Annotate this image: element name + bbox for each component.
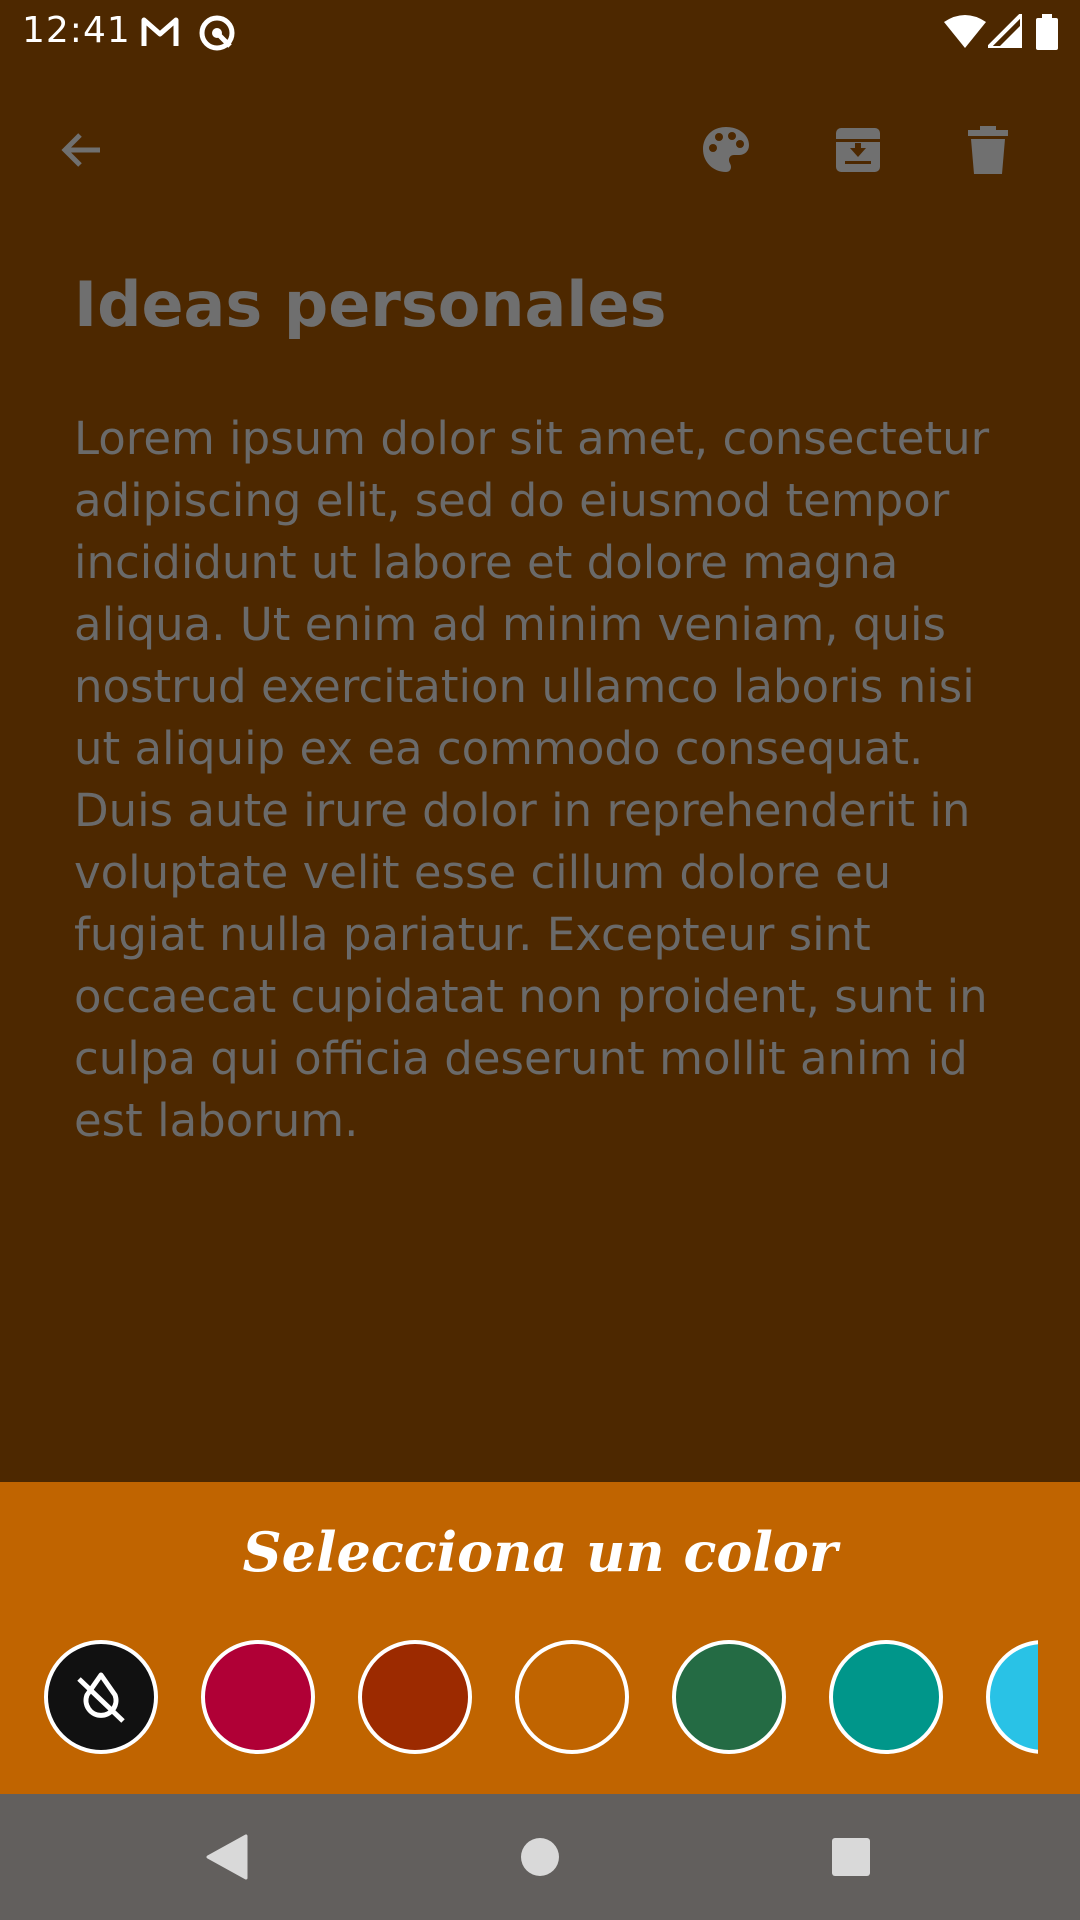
- color-picker-panel: [0, 1482, 1080, 1794]
- swatch-no-color[interactable]: [44, 1640, 158, 1754]
- battery-icon: [1036, 14, 1058, 55]
- note-body[interactable]: Lorem ipsum dolor sit amet, consectetur adipiscing elit, sed do eiusmod tempor incididunt ut labore et dolore magna aliqua. Ut enim ad minim veniam, quis nostrud exercitation ullamco laboris nisi ut aliquip ex ea commodo consequat. Duis aute irure dolor in reprehenderit in voluptate velit esse cillum dolore eu fugiat nulla pariatur. Excepteur sint occaecat cupidatat non proident, sunt in culpa qui officia deserunt mollit anim id est laborum.: [74, 412, 990, 1147]
- nav-back-button[interactable]: [164, 1794, 290, 1920]
- back-button[interactable]: [32, 100, 132, 200]
- signal-icon: [988, 14, 1022, 53]
- color-swatch-list[interactable]: [0, 1636, 1038, 1756]
- status-bar: [0, 0, 1080, 64]
- nav-recents-button[interactable]: [788, 1794, 914, 1920]
- archive-icon: [833, 125, 883, 175]
- palette-button[interactable]: [676, 100, 776, 200]
- swatch-sky-blue[interactable]: [986, 1640, 1038, 1754]
- wifi-icon: [944, 14, 986, 53]
- palette-icon: [700, 124, 752, 176]
- gmail-icon: [140, 14, 180, 55]
- swatch-crimson[interactable]: [201, 1640, 315, 1754]
- home-circle-icon: [520, 1837, 560, 1877]
- sync-icon: [198, 14, 236, 57]
- recents-square-icon: [831, 1837, 871, 1877]
- note-title[interactable]: Ideas personales: [74, 268, 667, 341]
- delete-button[interactable]: [938, 100, 1038, 200]
- nav-home-button[interactable]: [477, 1794, 603, 1920]
- swatch-orange[interactable]: [515, 1640, 629, 1754]
- no-color-icon: [69, 1665, 133, 1729]
- arrow-left-icon: [58, 126, 106, 174]
- delete-icon: [966, 125, 1010, 175]
- archive-button[interactable]: [808, 100, 908, 200]
- system-nav-bar: [0, 1794, 1080, 1920]
- note-toolbar: [0, 100, 1080, 200]
- swatch-green[interactable]: [672, 1640, 786, 1754]
- back-triangle-icon: [206, 1834, 248, 1880]
- swatch-teal[interactable]: [829, 1640, 943, 1754]
- status-time: 12:41: [22, 10, 131, 51]
- color-panel-title: Selecciona un color: [242, 1520, 838, 1584]
- swatch-rust[interactable]: [358, 1640, 472, 1754]
